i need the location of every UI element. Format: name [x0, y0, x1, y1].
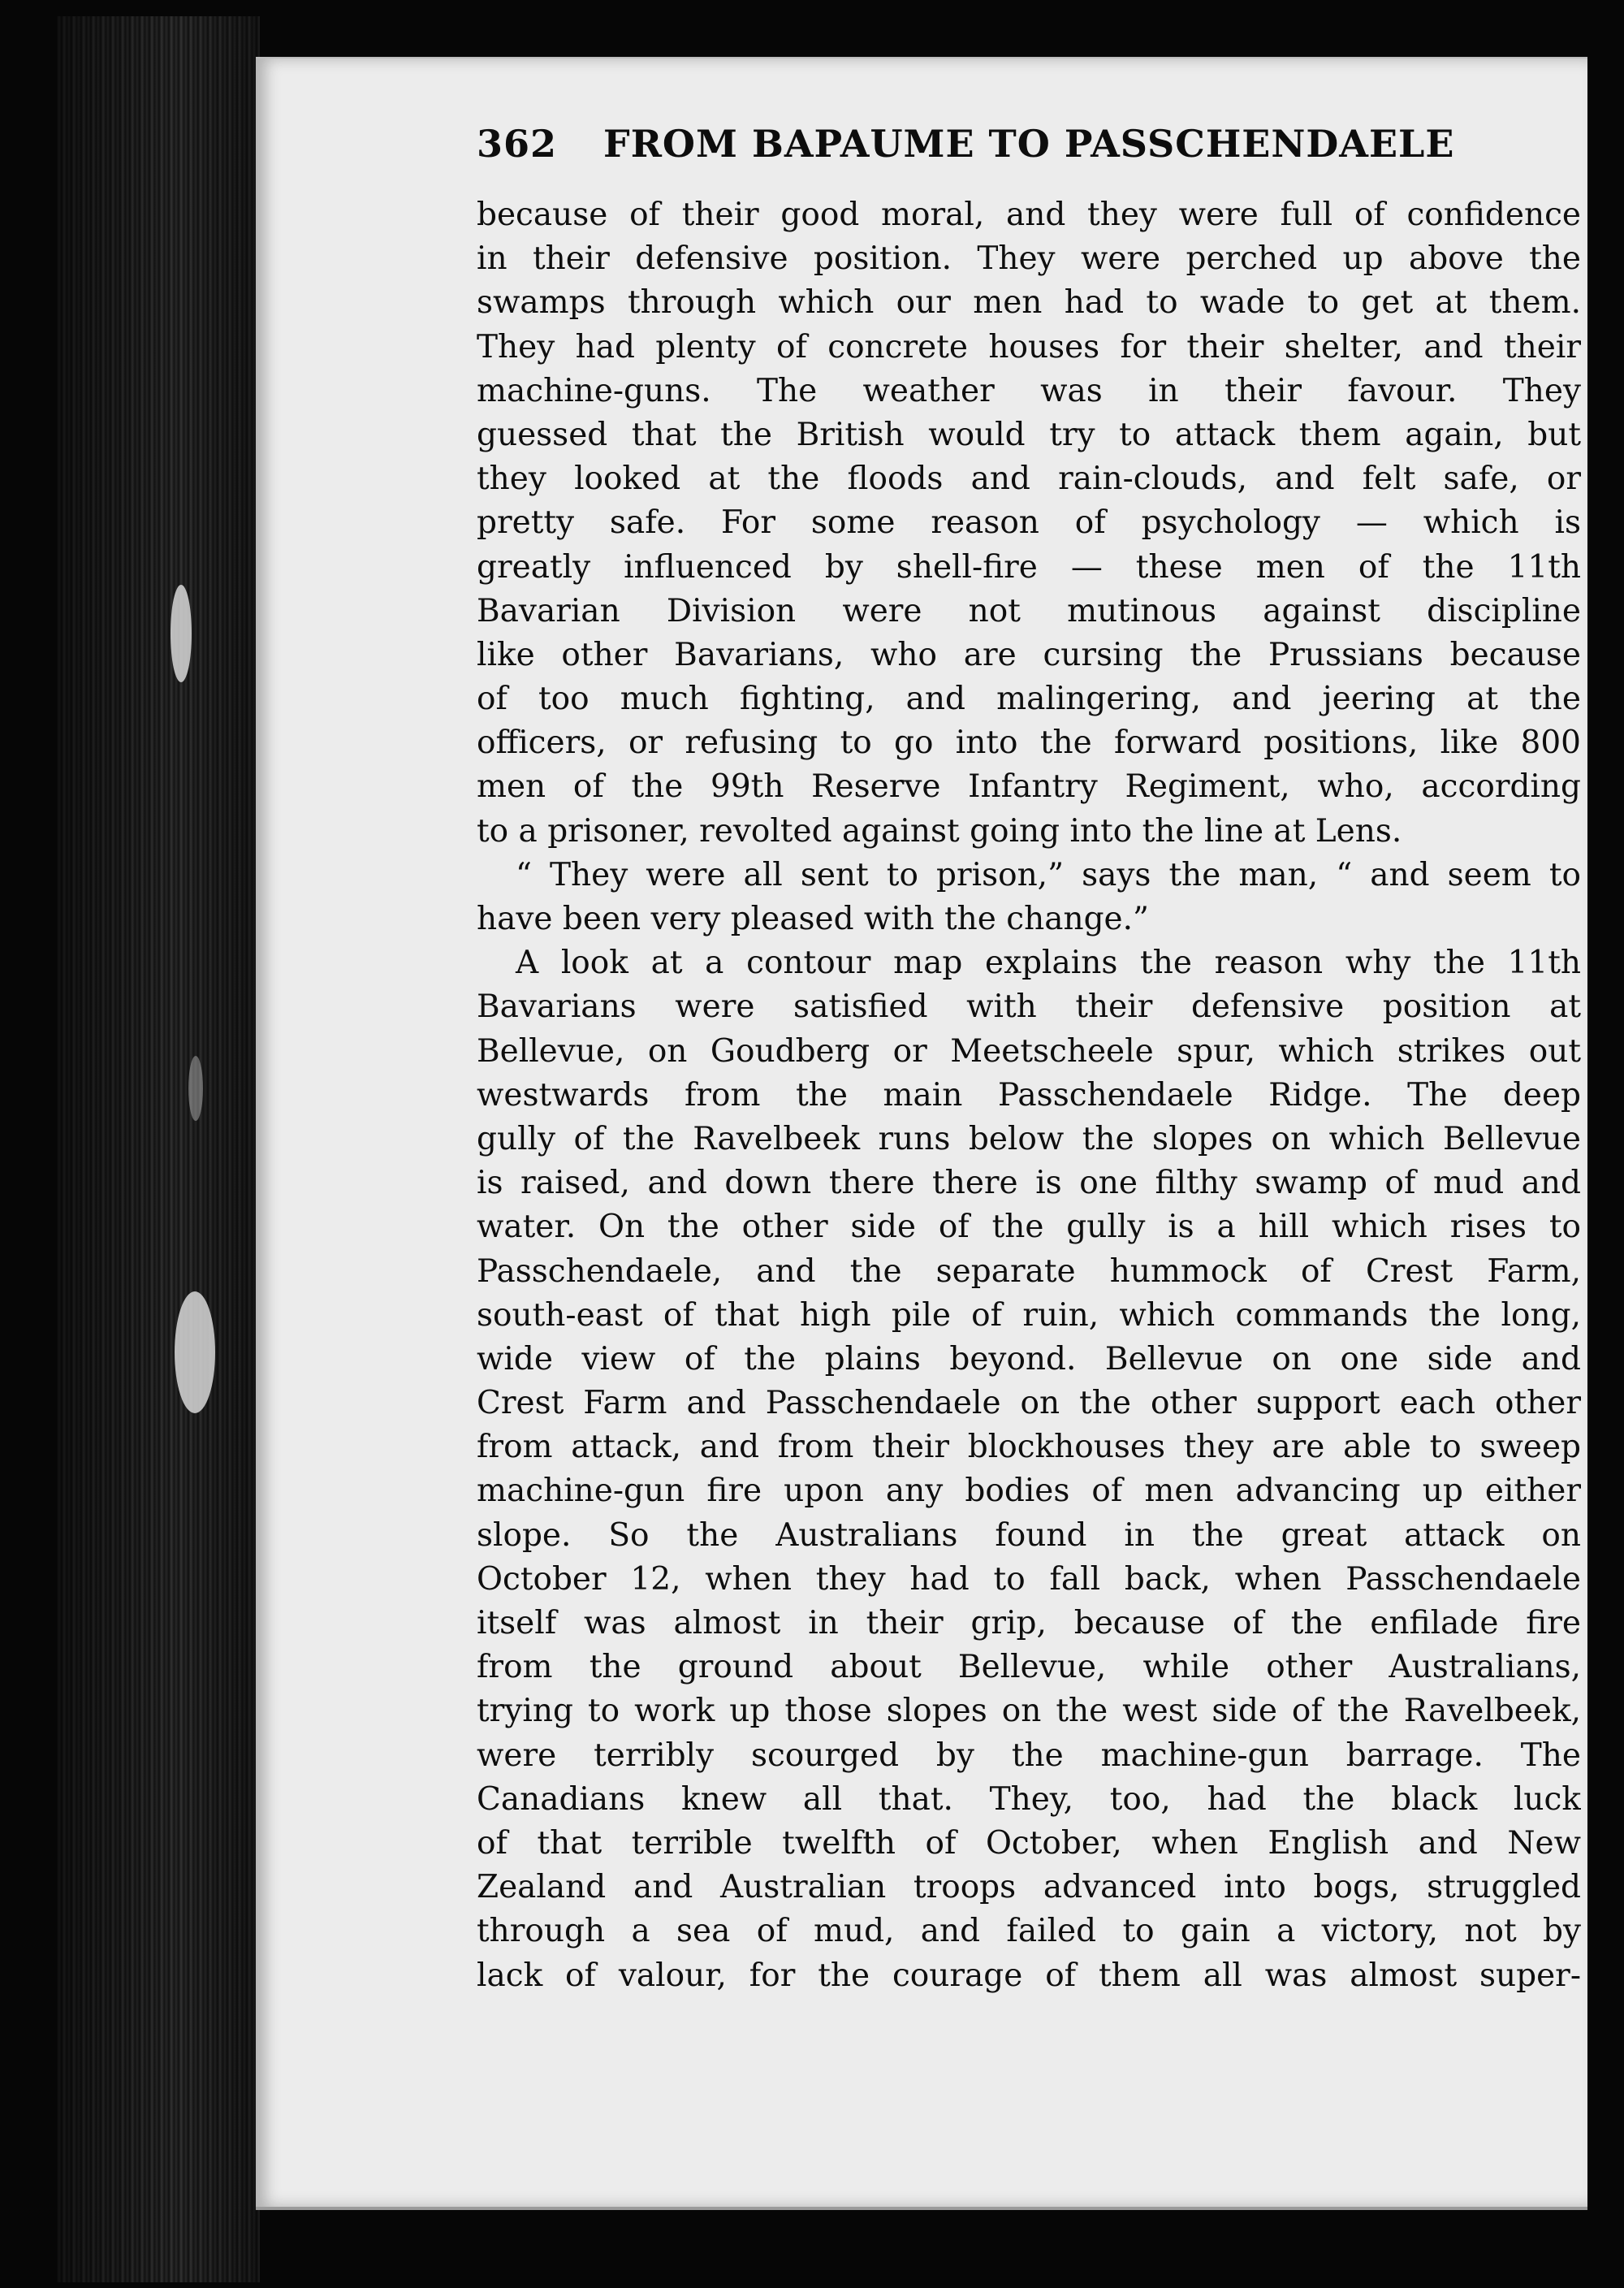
text-line: were terribly scourged by the machine-gun barrage. The	[477, 1737, 1581, 1774]
text-line: westwards from the main Passchendaele Ridge. The deep	[477, 1076, 1581, 1114]
text-line: through a sea of mud, and failed to gain a victory, not by	[477, 1913, 1581, 1950]
text-line: of too much fighting, and malingering, and jeering at the	[477, 681, 1581, 718]
text-line: guessed that the British would try to attack them again, but	[477, 416, 1581, 453]
text-line: in their defensive position. They were perched up above the	[477, 240, 1581, 278]
text-line: machine-gun fire upon any bodies of men advancing up either	[477, 1473, 1581, 1510]
text-line: Bellevue, on Goudberg or Meetscheele spur, which strikes out	[477, 1032, 1581, 1070]
text-line: Passchendaele, and the separate hummock of Crest Farm,	[477, 1252, 1581, 1290]
text-line: Bavarian Division were not mutinous against discipline	[477, 592, 1581, 629]
text-line: pretty safe. For some reason of psychology — which is	[477, 504, 1581, 542]
text-line: Zealand and Australian troops advanced into bogs, struggled	[477, 1869, 1581, 1906]
text-line: They had plenty of concrete houses for their shelter, and their	[477, 328, 1581, 365]
text-line: Canadians knew all that. They, too, had the black luck	[477, 1780, 1581, 1818]
text-line: to a prisoner, revolted against going into the line at Lens.	[477, 812, 1402, 850]
page-number: 362	[477, 122, 558, 166]
edge-highlight	[188, 1056, 203, 1121]
edge-highlight	[175, 1291, 215, 1413]
text-line: Bavarians were satisfied with their defensive position at	[477, 988, 1581, 1026]
text-line: gully of the Ravelbeek runs below the slopes on which Bellevue	[477, 1120, 1581, 1157]
text-line: greatly influenced by shell-fire — these men of the 11th	[477, 548, 1581, 586]
text-line: trying to work up those slopes on the west side of the Ravelbeek,	[477, 1693, 1581, 1730]
text-line: men of the 99th Reserve Infantry Regiment, who, according	[477, 768, 1581, 806]
running-head	[477, 122, 1467, 171]
text-line: swamps through which our men had to wade to get at them.	[477, 284, 1581, 322]
running-title: FROM BAPAUME TO PASSCHENDAELE	[603, 122, 1455, 166]
text-line: they looked at the floods and rain-clouds, and felt safe, or	[477, 461, 1581, 498]
text-line: machine-guns. The weather was in their favour. They	[477, 372, 1581, 409]
text-line: lack of valour, for the courage of them all was almost super-	[477, 1957, 1581, 1994]
text-line: wide view of the plains beyond. Bellevue on one side and	[477, 1340, 1581, 1378]
book-edge-shadow	[57, 16, 260, 2282]
text-line: from attack, and from their blockhouses they are able to sweep	[477, 1429, 1581, 1466]
text-line: of that terrible twelfth of October, when English and New	[477, 1824, 1581, 1862]
text-line: have been very pleased with the change.”	[477, 901, 1149, 937]
text-line: itself was almost in their grip, because of the enfilade fire	[477, 1605, 1581, 1641]
text-line: south-east of that high pile of ruin, which commands the long,	[477, 1296, 1581, 1334]
text-line: October 12, when they had to fall back, when Passchendaele	[477, 1560, 1581, 1598]
text-line: slope. So the Australians found in the great attack on	[477, 1516, 1581, 1554]
text-line: “ They were all sent to prison,” says the man, “ and seem to	[516, 856, 1581, 893]
text-line: officers, or refusing to go into the forward positions, like 800	[477, 724, 1581, 762]
body-text	[477, 193, 1581, 1998]
text-line: Crest Farm and Passchendaele on the other support each other	[477, 1385, 1581, 1422]
text-line: like other Bavarians, who are cursing the Prussians because	[477, 636, 1581, 673]
text-line: because of their good moral, and they were full of confidence	[477, 197, 1581, 233]
text-line: water. On the other side of the gully is a hill which rises to	[477, 1209, 1581, 1246]
text-line: A look at a contour map explains the reason why the 11th	[516, 945, 1581, 982]
text-line: is raised, and down there there is one filthy swamp of mud and	[477, 1165, 1581, 1202]
text-line: from the ground about Bellevue, while other Australians,	[477, 1649, 1581, 1686]
edge-highlight	[171, 585, 192, 682]
